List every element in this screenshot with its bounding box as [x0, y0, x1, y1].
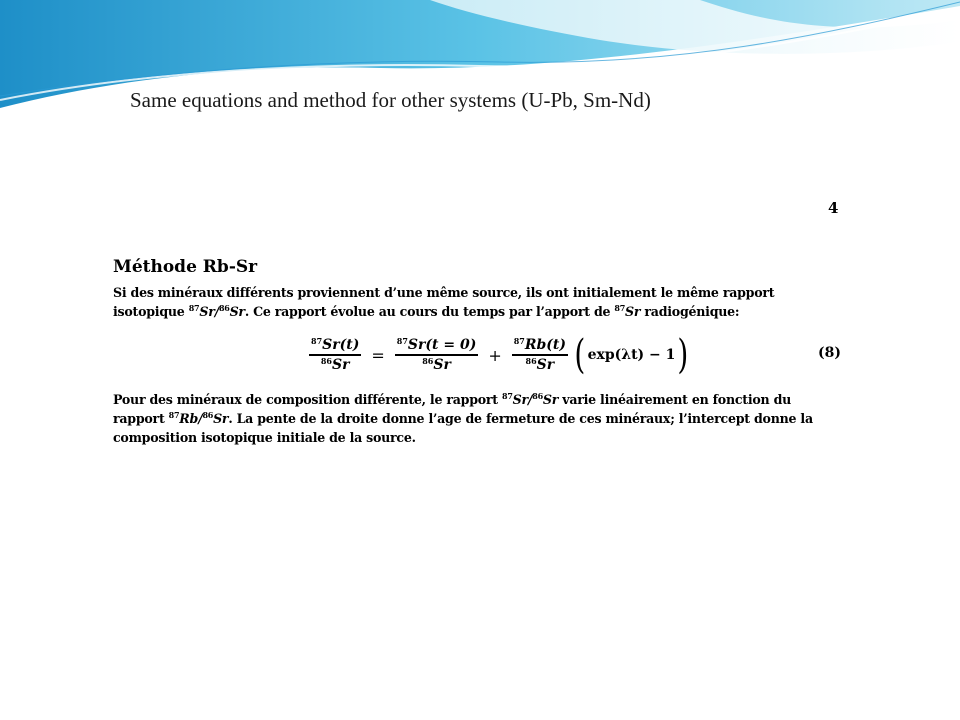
page-number: 4	[828, 199, 839, 217]
paragraph-composition	[113, 390, 841, 447]
paragraph-composition-line-2	[113, 409, 841, 428]
superscript-87: 87	[311, 336, 323, 347]
symbol-sr: Sr	[625, 304, 641, 319]
symbol-sr: Sr	[542, 392, 559, 407]
slash: /	[198, 411, 203, 426]
lhs-denominator: Sr	[331, 356, 350, 373]
rhs1-numerator: Sr(t = 0)	[407, 337, 477, 354]
fraction-lhs	[309, 336, 361, 373]
superscript-87: 87	[168, 410, 180, 420]
plus-sign: +	[488, 345, 502, 365]
superscript-86: 86	[422, 355, 434, 366]
paragraph-composition-line-1	[113, 390, 841, 409]
text-fragment: Pour des minéraux de composition différente, le rapport	[113, 392, 503, 407]
text-fragment: . Ce rapport évolue au cours du temps par l’apport de	[244, 304, 615, 319]
exp-term: exp(λt) − 1	[587, 347, 676, 363]
rhs1-denominator: Sr	[433, 356, 451, 373]
equation-number: (8)	[818, 345, 841, 361]
symbol-sr: Sr	[229, 304, 245, 319]
rhs2-denominator: Sr	[536, 356, 555, 373]
fraction-rhs-2	[512, 336, 568, 373]
document-heading: Méthode Rb-Sr	[113, 257, 258, 277]
right-paren: )	[677, 332, 689, 378]
slash: /	[527, 392, 533, 407]
superscript-87: 87	[188, 303, 200, 313]
superscript-86: 86	[202, 410, 214, 420]
superscript-87: 87	[502, 391, 513, 401]
text-fragment: varie linéairement en fonction du	[558, 392, 792, 407]
text-fragment: isotopique	[113, 304, 189, 319]
superscript-86: 86	[218, 303, 230, 313]
text-fragment: rapport	[113, 411, 169, 426]
equation-rb-sr	[305, 330, 691, 380]
superscript-87: 87	[513, 336, 525, 347]
paragraph-composition-line-3: composition isotopique initiale de la source.	[113, 430, 416, 445]
superscript-86: 86	[320, 355, 332, 366]
rhs2-numerator: Rb(t)	[524, 337, 566, 354]
paragraph-intro	[113, 283, 841, 321]
left-paren: (	[574, 332, 586, 378]
superscript-87: 87	[396, 336, 408, 347]
symbol-sr: Sr	[512, 392, 528, 407]
paragraph-intro-line-1: Si des minéraux différents proviennent d’une même source, ils ont initialement le même rapport	[113, 285, 775, 300]
fraction-rhs-1	[395, 336, 479, 373]
superscript-87: 87	[614, 303, 626, 313]
slash: /	[214, 304, 219, 319]
paragraph-intro-line-2	[113, 302, 841, 321]
symbol-sr: Sr	[213, 411, 229, 426]
symbol-sr: Sr	[199, 304, 215, 319]
lhs-numerator: Sr(t)	[322, 337, 360, 354]
text-fragment: . La pente de la droite donne l’age de fermeture de ces minéraux; l’intercept donne la	[228, 411, 813, 426]
slide-title: Same equations and method for other systems (U-Pb, Sm-Nd)	[130, 88, 651, 112]
text-fragment: radiogénique:	[640, 304, 740, 319]
superscript-86: 86	[525, 355, 537, 366]
equals-sign: =	[371, 345, 385, 365]
superscript-86: 86	[532, 391, 543, 401]
symbol-rb: Rb	[179, 411, 199, 426]
